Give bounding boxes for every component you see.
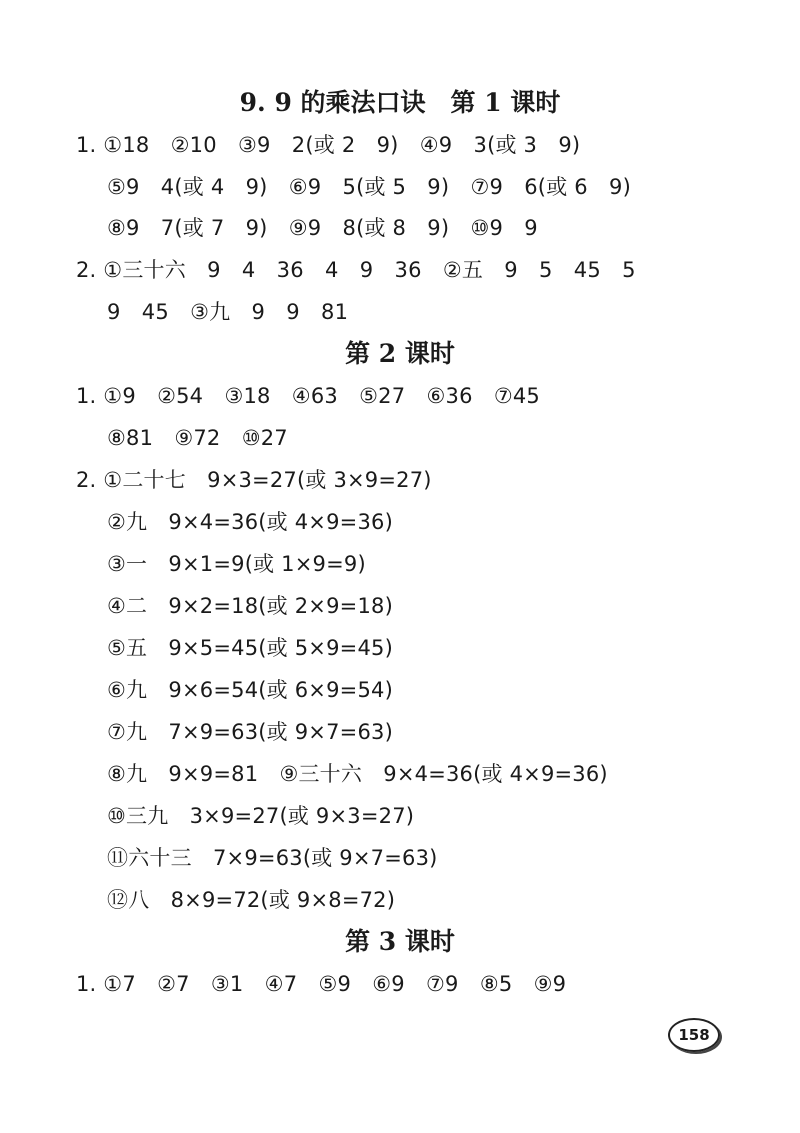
lesson-2-q2-line-9: ⑩三九 3×9=27(或 9×3=27) bbox=[107, 804, 415, 828]
lesson-3-heading: 第 3 课时 bbox=[345, 927, 455, 956]
lesson-1-q1-line-1: 1. ①18 ②10 ③9 2(或 2 9) ④9 3(或 3 9) bbox=[76, 133, 581, 157]
lesson-2-heading: 第 2 课时 bbox=[345, 339, 455, 368]
lesson-2-q1-line-2: ⑧81 ⑨72 ⑩27 bbox=[107, 426, 288, 450]
lesson-1-q1-line-3: ⑧9 7(或 7 9) ⑨9 8(或 8 9) ⑩9 9 bbox=[107, 216, 538, 240]
lesson-2-q2-line-1: 2. ①二十七 9×3=27(或 3×9=27) bbox=[76, 468, 432, 492]
lesson-1-q1-line-2: ⑤9 4(或 4 9) ⑥9 5(或 5 9) ⑦9 6(或 6 9) bbox=[107, 175, 631, 199]
lesson-2-q2-line-7: ⑦九 7×9=63(或 9×7=63) bbox=[107, 720, 393, 744]
lesson-2-q2-line-10: ⑪六十三 7×9=63(或 9×7=63) bbox=[107, 846, 438, 870]
page-number-badge: 158 bbox=[668, 1018, 720, 1052]
lesson-3-q1-line-1: 1. ①7 ②7 ③1 ④7 ⑤9 ⑥9 ⑦9 ⑧5 ⑨9 bbox=[76, 972, 567, 996]
lesson-2-q2-line-6: ⑥九 9×6=54(或 6×9=54) bbox=[107, 678, 393, 702]
lesson-2-q2-line-8: ⑧九 9×9=81 ⑨三十六 9×4=36(或 4×9=36) bbox=[107, 762, 608, 786]
lesson-2-q1-line-1: 1. ①9 ②54 ③18 ④63 ⑤27 ⑥36 ⑦45 bbox=[76, 384, 540, 408]
lesson-2-q2-line-5: ⑤五 9×5=45(或 5×9=45) bbox=[107, 636, 393, 660]
lesson-1-q2-line-2: 9 45 ③九 9 9 81 bbox=[107, 300, 349, 324]
lesson-2-q2-line-4: ④二 9×2=18(或 2×9=18) bbox=[107, 594, 393, 618]
lesson-2-q2-line-3: ③一 9×1=9(或 1×9=9) bbox=[107, 552, 366, 576]
lesson-1-q2-line-1: 2. ①三十六 9 4 36 4 9 36 ②五 9 5 45 5 bbox=[76, 258, 636, 282]
lesson-2-q2-line-2: ②九 9×4=36(或 4×9=36) bbox=[107, 510, 393, 534]
lesson-1-heading: 9. 9 的乘法口诀 第 1 课时 bbox=[239, 88, 561, 117]
lesson-2-q2-line-11: ⑫八 8×9=72(或 9×8=72) bbox=[107, 888, 396, 912]
